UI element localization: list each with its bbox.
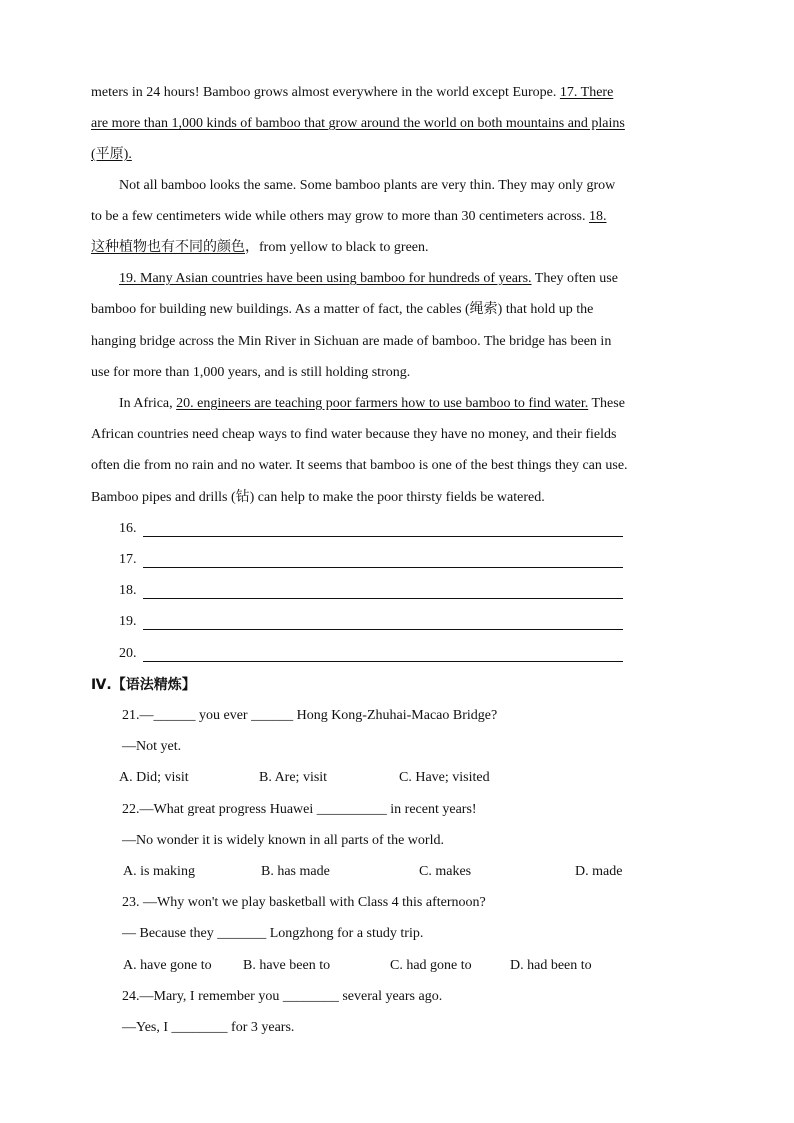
passage-line xyxy=(119,395,625,413)
answer-line[interactable] xyxy=(143,629,623,630)
passage-line xyxy=(91,239,429,257)
option-c: C. Have; visited xyxy=(399,770,490,785)
passage-text: Not all bamboo looks the same. Some bamboo plants are very thin. They may only grow xyxy=(119,178,616,193)
option-b: B. has made xyxy=(261,864,330,879)
option-d: D. made xyxy=(575,864,623,879)
passage-text: use for more than 1,000 years, and is still holding strong. xyxy=(91,365,411,380)
option-a: A. Did; visit xyxy=(119,770,189,785)
question-stem: 24.—Mary, I remember you ________ several years ago. xyxy=(122,989,443,1004)
option-c: C. makes xyxy=(419,864,472,879)
answer-number: 17. xyxy=(119,552,137,567)
answer-number: 16. xyxy=(119,521,137,536)
sentence-17-underlined: are more than 1,000 kinds of bamboo that grow around the world on both mountains and plains xyxy=(91,116,625,131)
passage-text: ，from yellow to black to green. xyxy=(245,240,429,255)
passage-text: meters in 24 hours! Bamboo grows almost everywhere in the world except Europe. xyxy=(91,85,560,100)
sentence-17-underlined: 17. There xyxy=(559,85,614,100)
passage-line xyxy=(91,84,613,102)
option-c: C. had gone to xyxy=(390,958,472,973)
question-reply: —Not yet. xyxy=(122,739,182,754)
sentence-17-underlined: (平原). xyxy=(91,147,132,162)
option-b: B. Are; visit xyxy=(259,770,328,785)
section-title: Ⅳ.【语法精炼】 xyxy=(91,677,196,693)
question-stem: 21.—______ you ever ______ Hong Kong-Zhuhai-Macao Bridge? xyxy=(122,708,498,723)
passage-text: These xyxy=(588,396,625,411)
option-a: A. is making xyxy=(123,864,195,879)
answer-line[interactable] xyxy=(143,567,623,568)
passage-text: bamboo for building new buildings. As a matter of fact, the cables (绳索) that hold up the xyxy=(91,302,594,317)
question-stem: 23. —Why won't we play basketball with Class 4 this afternoon? xyxy=(122,895,486,910)
passage-text: They often use xyxy=(531,271,618,286)
option-b: B. have been to xyxy=(243,958,331,973)
question-stem: 22.—What great progress Huawei __________ in recent years! xyxy=(122,802,477,817)
passage-line xyxy=(91,208,607,226)
passage-text: Bamboo pipes and drills (钻) can help to make the poor thirsty fields be watered. xyxy=(91,490,545,505)
question-reply: — Because they _______ Longzhong for a study trip. xyxy=(122,926,424,941)
question-reply: —Yes, I ________ for 3 years. xyxy=(122,1020,295,1035)
answer-line[interactable] xyxy=(143,598,623,599)
sentence-20-underlined: 20. engineers are teaching poor farmers how to use bamboo to find water. xyxy=(176,396,589,411)
passage-line xyxy=(119,270,618,288)
passage-text: to be a few centimeters wide while others may grow to more than 30 centimeters across. xyxy=(91,209,590,224)
answer-line[interactable] xyxy=(143,661,623,662)
passage-text: hanging bridge across the Min River in Sichuan are made of bamboo. The bridge has been in xyxy=(91,334,612,349)
passage-text: often die from no rain and no water. It seems that bamboo is one of the best things they can use. xyxy=(91,458,628,473)
answer-number: 20. xyxy=(119,646,137,661)
question-reply: —No wonder it is widely known in all parts of the world. xyxy=(122,833,444,848)
answer-line[interactable] xyxy=(143,536,623,537)
sentence-19-underlined: 19. Many Asian countries have been using bamboo for hundreds of years. xyxy=(119,271,532,286)
sentence-18-underlined: 这种植物也有不同的颜色 xyxy=(91,240,245,255)
option-d: D. had been to xyxy=(510,958,592,973)
sentence-18-underlined: 18. xyxy=(589,209,607,224)
answer-number: 19. xyxy=(119,614,137,629)
passage-text: In Africa, xyxy=(119,396,177,411)
passage-text: African countries need cheap ways to find water because they have no money, and their fields xyxy=(91,427,617,442)
answer-number: 18. xyxy=(119,583,137,598)
option-a: A. have gone to xyxy=(123,958,212,973)
